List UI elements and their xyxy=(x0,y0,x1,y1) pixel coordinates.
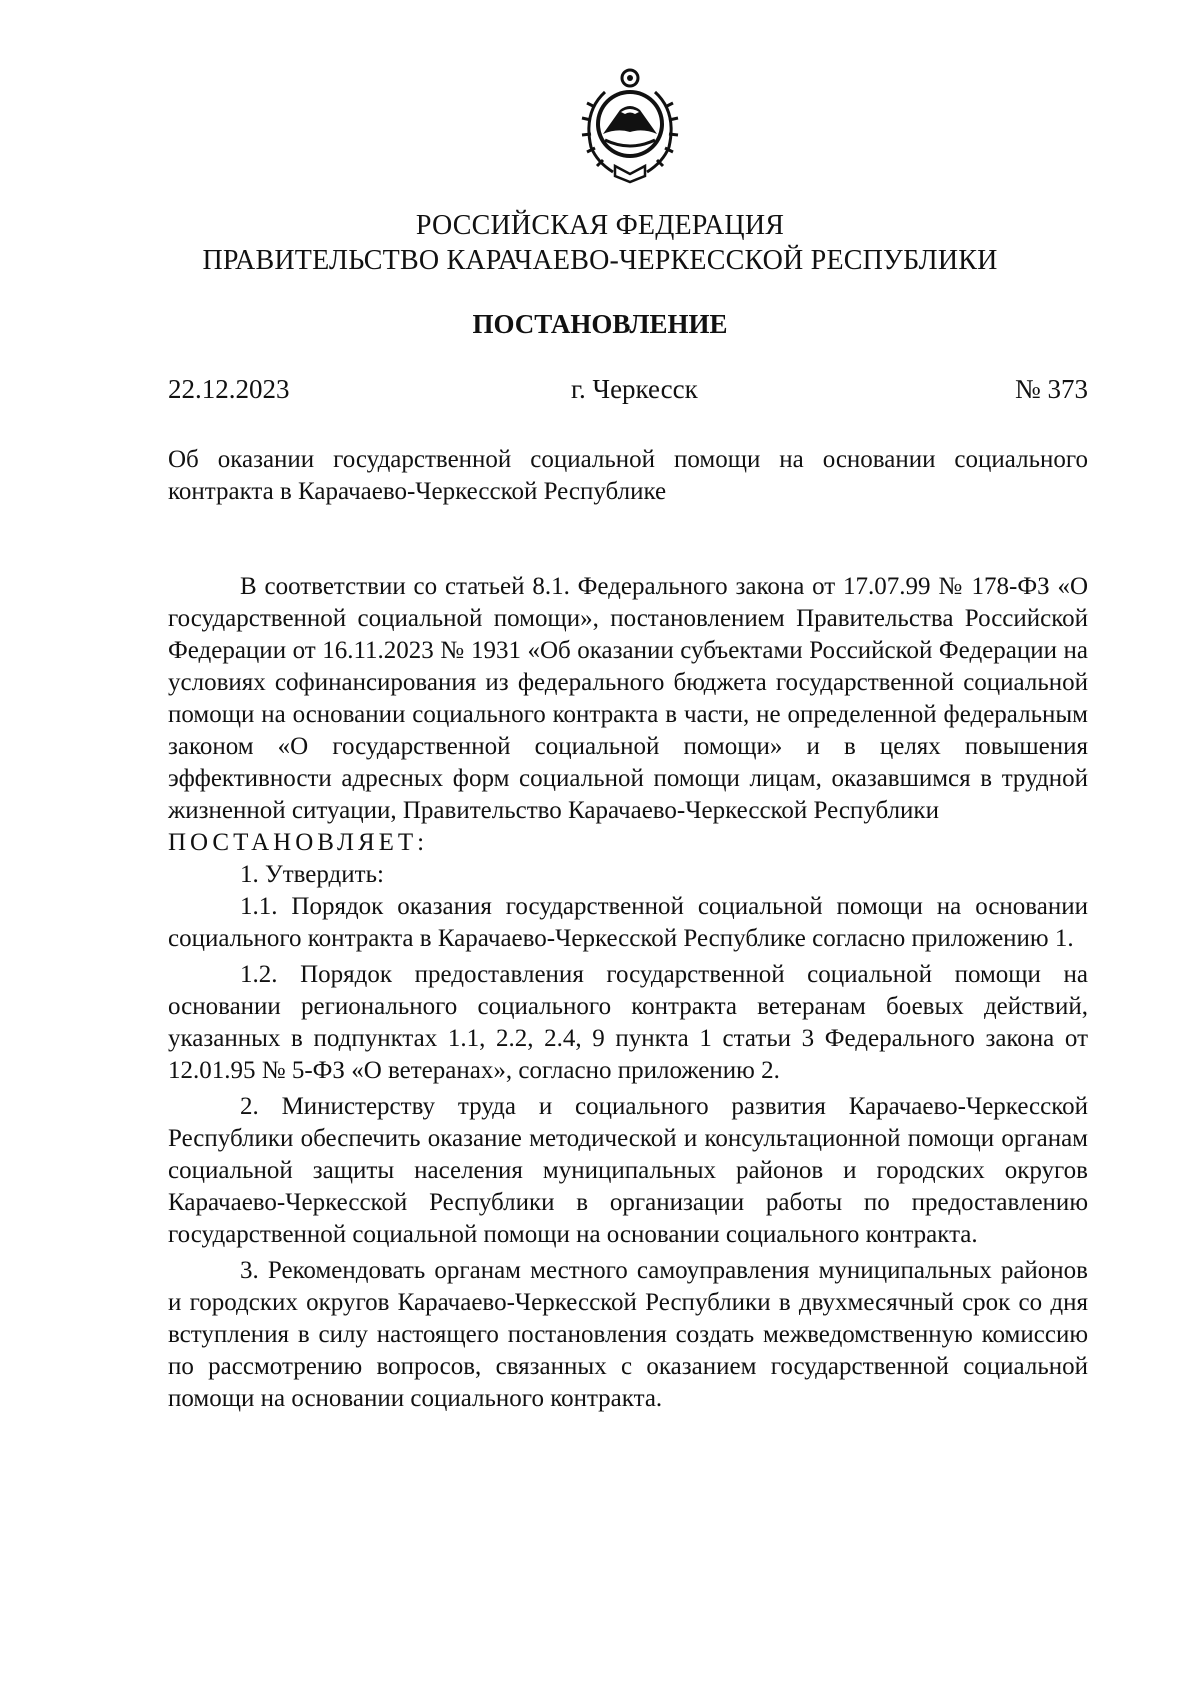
preamble-paragraph: В соответствии со статьей 8.1. Федерального закона от 17.07.99 № 178-ФЗ «О государственной социальной помощи», постановлением Правительства Российской Федерации от 16.11.2023 № 1931 «Об оказании субъектами Российской Федерации на условиях софинансирования из федерального бюджета государственной социальной помощи на основании социального контракта в части, не определенной федеральным законом «О государственной социальной помощи» и в целях повышения эффективности адресных форм социальной помощи лицам, оказавшимся в трудной жизненной ситуации, Правительство Карачаево-Черкесской Республики xyxy=(168,573,1088,824)
item-1-2: 1.2. Порядок предоставления государственной социальной помощи на основании регионального социального контракта ветеранам боевых действий, указанных в подпунктах 1.1, 2.2, 2.4, 9 пункта 1 статьи 3 Федерального закона от 12.01.95 № 5-ФЗ «О ветеранах», согласно приложению 2. xyxy=(168,961,1088,1084)
document-body xyxy=(168,571,1088,1415)
document-number: № 373 xyxy=(1014,374,1088,404)
coat-of-arms-icon xyxy=(565,62,695,187)
country-header: РОССИЙСКАЯ ФЕДЕРАЦИЯ xyxy=(415,210,785,241)
item-2: 2. Министерству труда и социального развития Карачаево-Черкесской Республики обеспечить оказание методической и консультационной помощи органам социальной защиты населения муниципальных районов и городских округов Карачаево-Черкесской Республики в организации работы по предоставлению государственной социальной помощи на основании социального контракта. xyxy=(168,1093,1088,1248)
document-type-title: ПОСТАНОВЛЕНИЕ xyxy=(472,309,728,339)
government-header: ПРАВИТЕЛЬСТВО КАРАЧАЕВО-ЧЕРКЕССКОЙ РЕСПУБЛИКИ xyxy=(202,245,998,276)
document-city: г. Черкесск xyxy=(571,374,698,404)
item-1: 1. Утвердить: xyxy=(240,861,384,888)
document-subject: Об оказании государственной социальной помощи на основании социального контракта в Карачаево-Черкесской Республике xyxy=(168,446,1088,505)
document-date: 22.12.2023 xyxy=(168,374,290,404)
item-1-1: 1.1. Порядок оказания государственной социальной помощи на основании социального контракта в Карачаево-Черкесской Республике согласно приложению 1. xyxy=(168,893,1088,952)
resolves-heading: ПОСТАНОВЛЯЕТ: xyxy=(168,829,429,856)
item-3: 3. Рекомендовать органам местного самоуправления муниципальных районов и городских округов Карачаево-Черкесской Республики в двухмесячный срок со дня вступления в силу настоящего постановления создать межведомственную комиссию по рассмотрению вопросов, связанных с оказанием государственной социальной помощи на основании социального контракта. xyxy=(168,1257,1088,1412)
